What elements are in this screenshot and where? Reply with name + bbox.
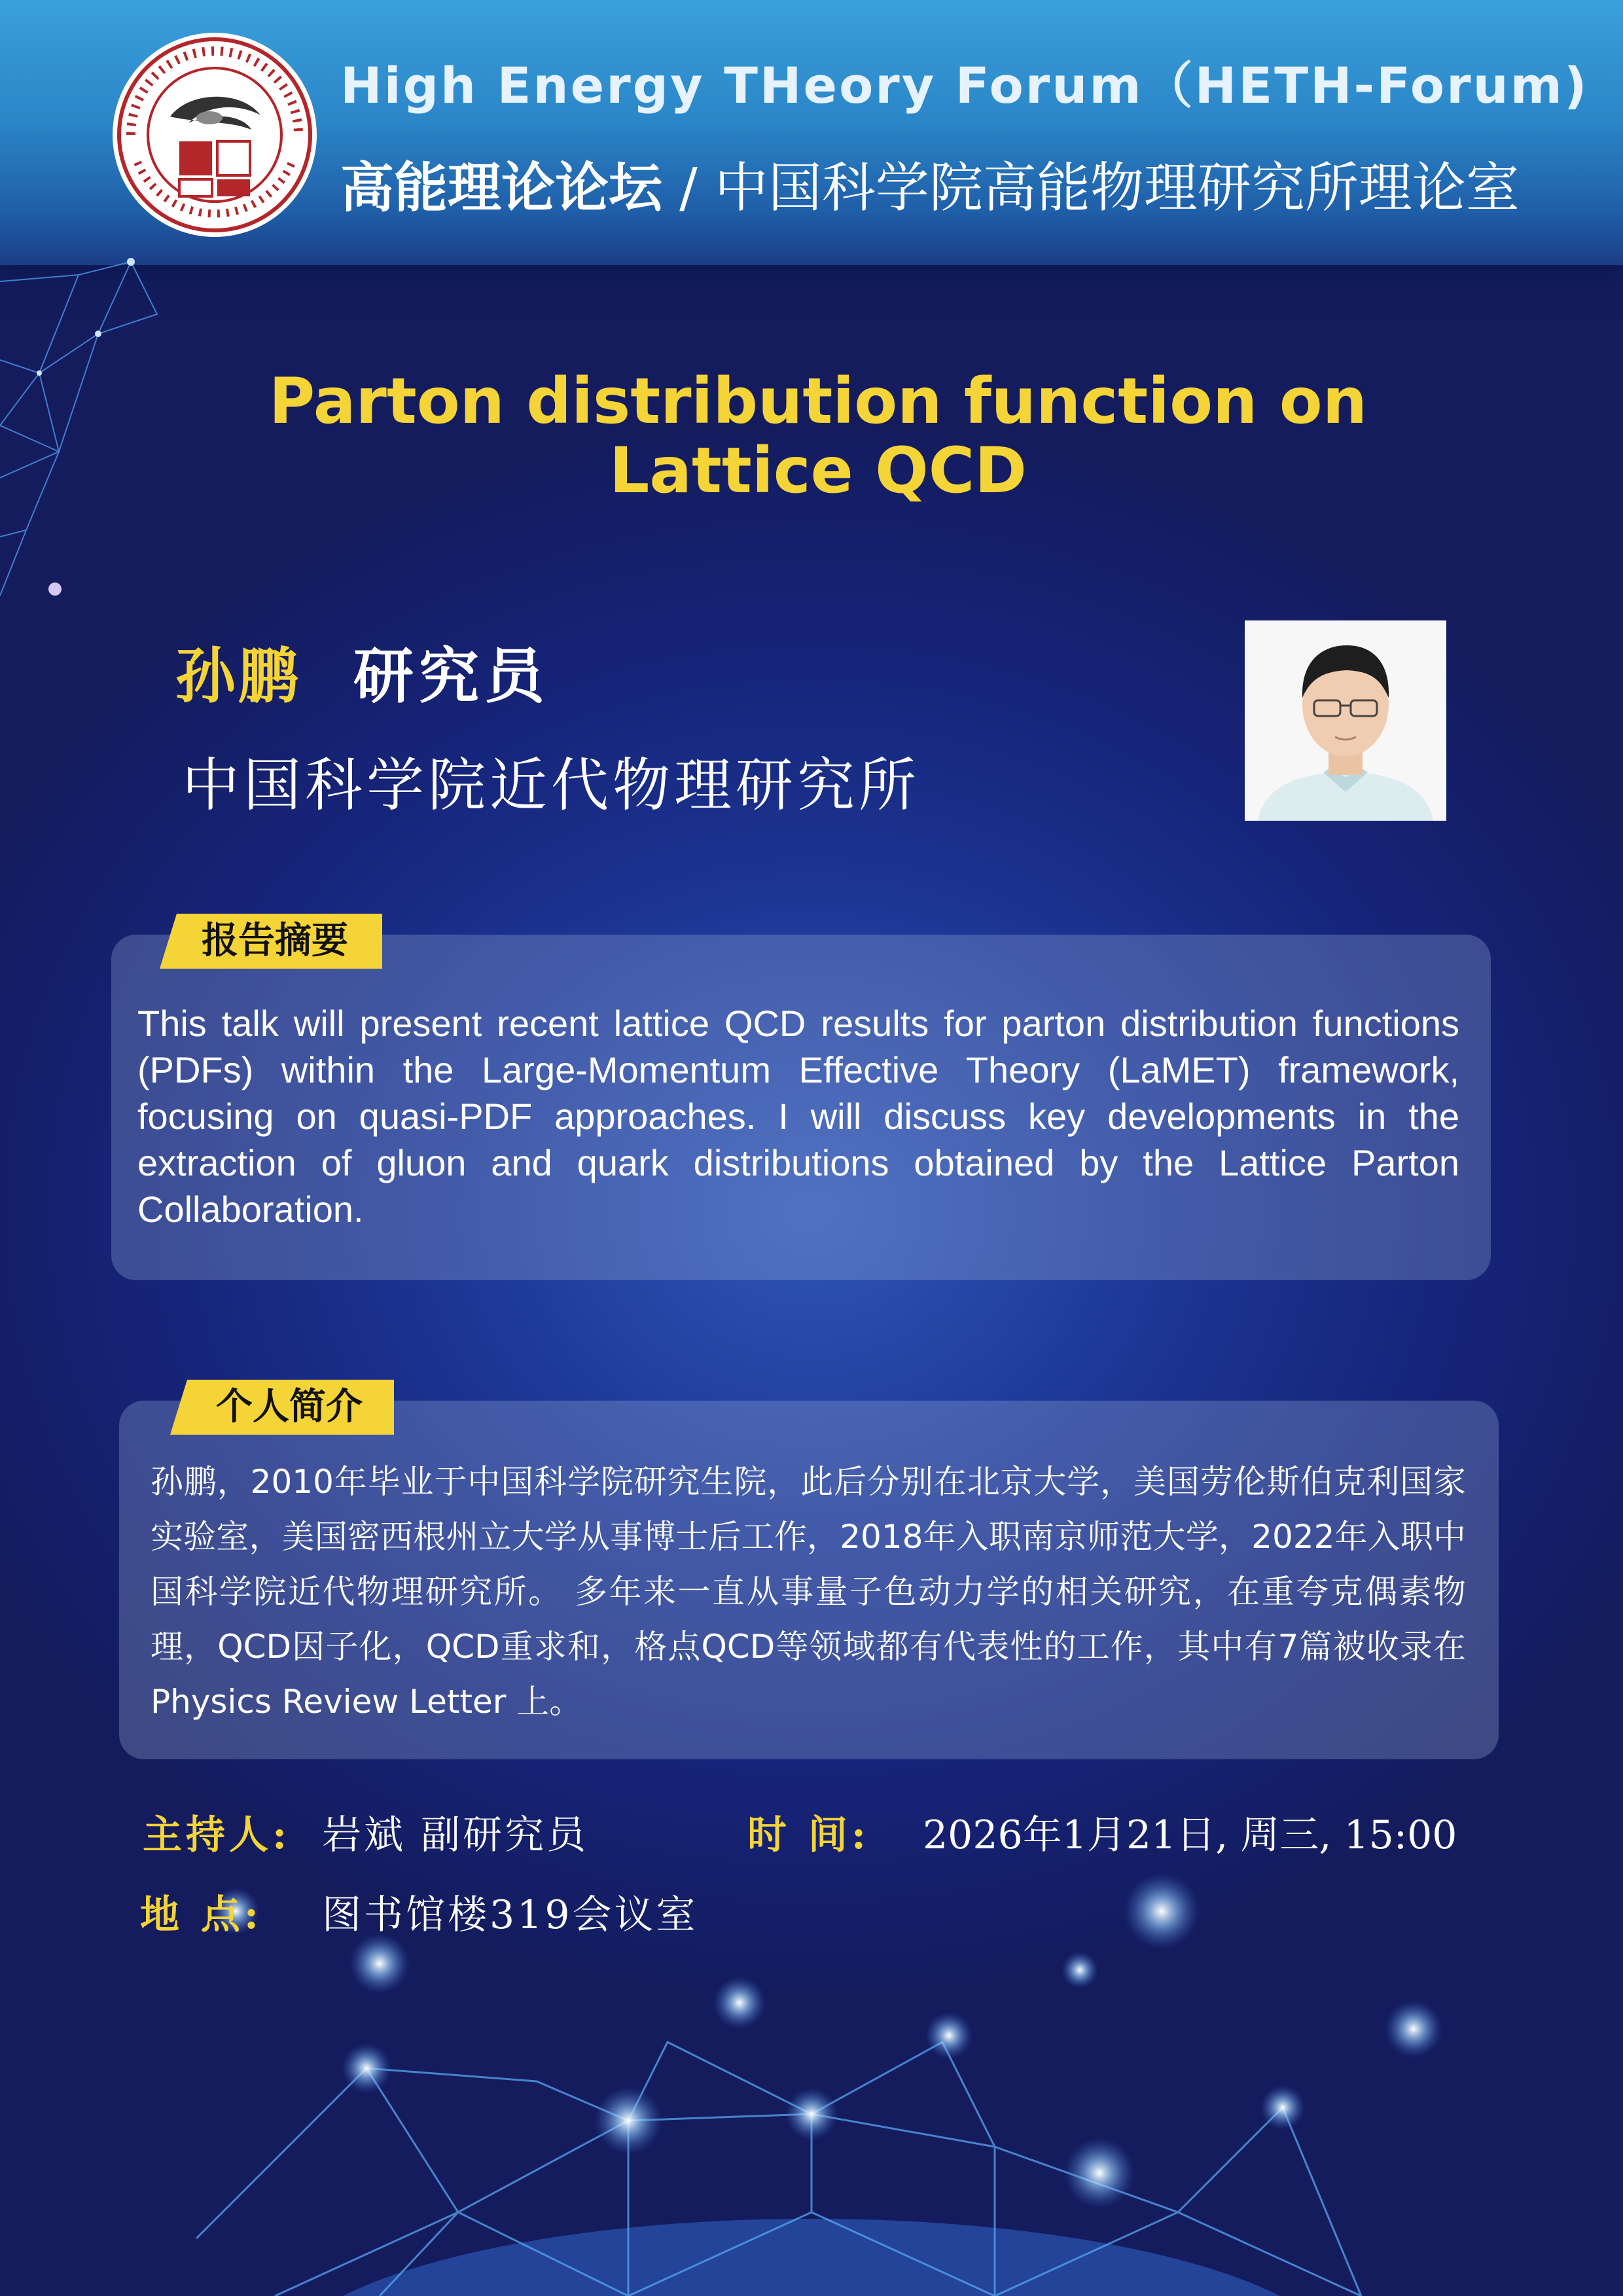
host-value: 岩斌 副研究员 (322, 1812, 589, 1858)
forum-title-english: High Energy THeory Forum（HETH-Forum) (340, 56, 1589, 115)
speaker-portrait (1245, 620, 1446, 821)
speaker-name: 孙鹏 (175, 641, 302, 711)
talk-title-line-2: Lattice QCD (609, 434, 1027, 507)
abstract-heading: 报告摘要 (177, 914, 382, 969)
biography-tag-notch (170, 1380, 187, 1435)
time-value: 2026年1月21日, 周三, 15:00 (923, 1812, 1457, 1858)
forum-title-chinese: 高能理论论坛 (340, 157, 663, 219)
biography-heading: 个人简介 (187, 1380, 394, 1435)
institute-seal-logo (111, 31, 318, 238)
venue-label: 地 点: (140, 1892, 263, 1938)
abstract-text: This talk will present recent lattice QCD results for parton distribution functions (PDFs) within the Large-Momentum Effective Theory (LaMET) framework, focusing on quasi-PDF approaches. I will discuss key developments in the extraction of gluon and quark distributions obtained by the Lattice Parton Collaboration. (137, 1003, 1459, 1230)
speaker-affiliation: 中国科学院近代物理研究所 (182, 751, 921, 819)
department-name: 中国科学院高能物理研究所理论室 (714, 157, 1520, 219)
speaker-title: 研究员 (353, 641, 550, 711)
time-label: 时 间: (747, 1812, 870, 1858)
talk-title-line-1: Parton distribution function on (268, 365, 1368, 438)
abstract-tag-notch (160, 914, 177, 969)
talk-title (157, 367, 1479, 505)
forum-subtitle (340, 145, 1584, 222)
title-separator: / (679, 157, 698, 219)
host-label: 主持人: (143, 1812, 291, 1858)
venue-value: 图书馆楼319会议室 (322, 1892, 698, 1938)
network-decoration-left (0, 255, 170, 622)
biography-text: 孙鹏，2010年毕业于中国科学院研究生院，此后分别在北京大学，美国劳伦斯伯克利国家实验室，美国密西根州立大学从事博士后工作，2018年入职南京师范大学，2022年入职中国科学院近代物理研究所。 多年来一直从事量子色动力学的相关研究，在重夸克偶素物理，QCD因子化，QCD重求和，格点QCD等领域都有代表性的工作，其中有7篇被收录在Physics Review Letter 上。 (151, 1463, 1466, 1721)
